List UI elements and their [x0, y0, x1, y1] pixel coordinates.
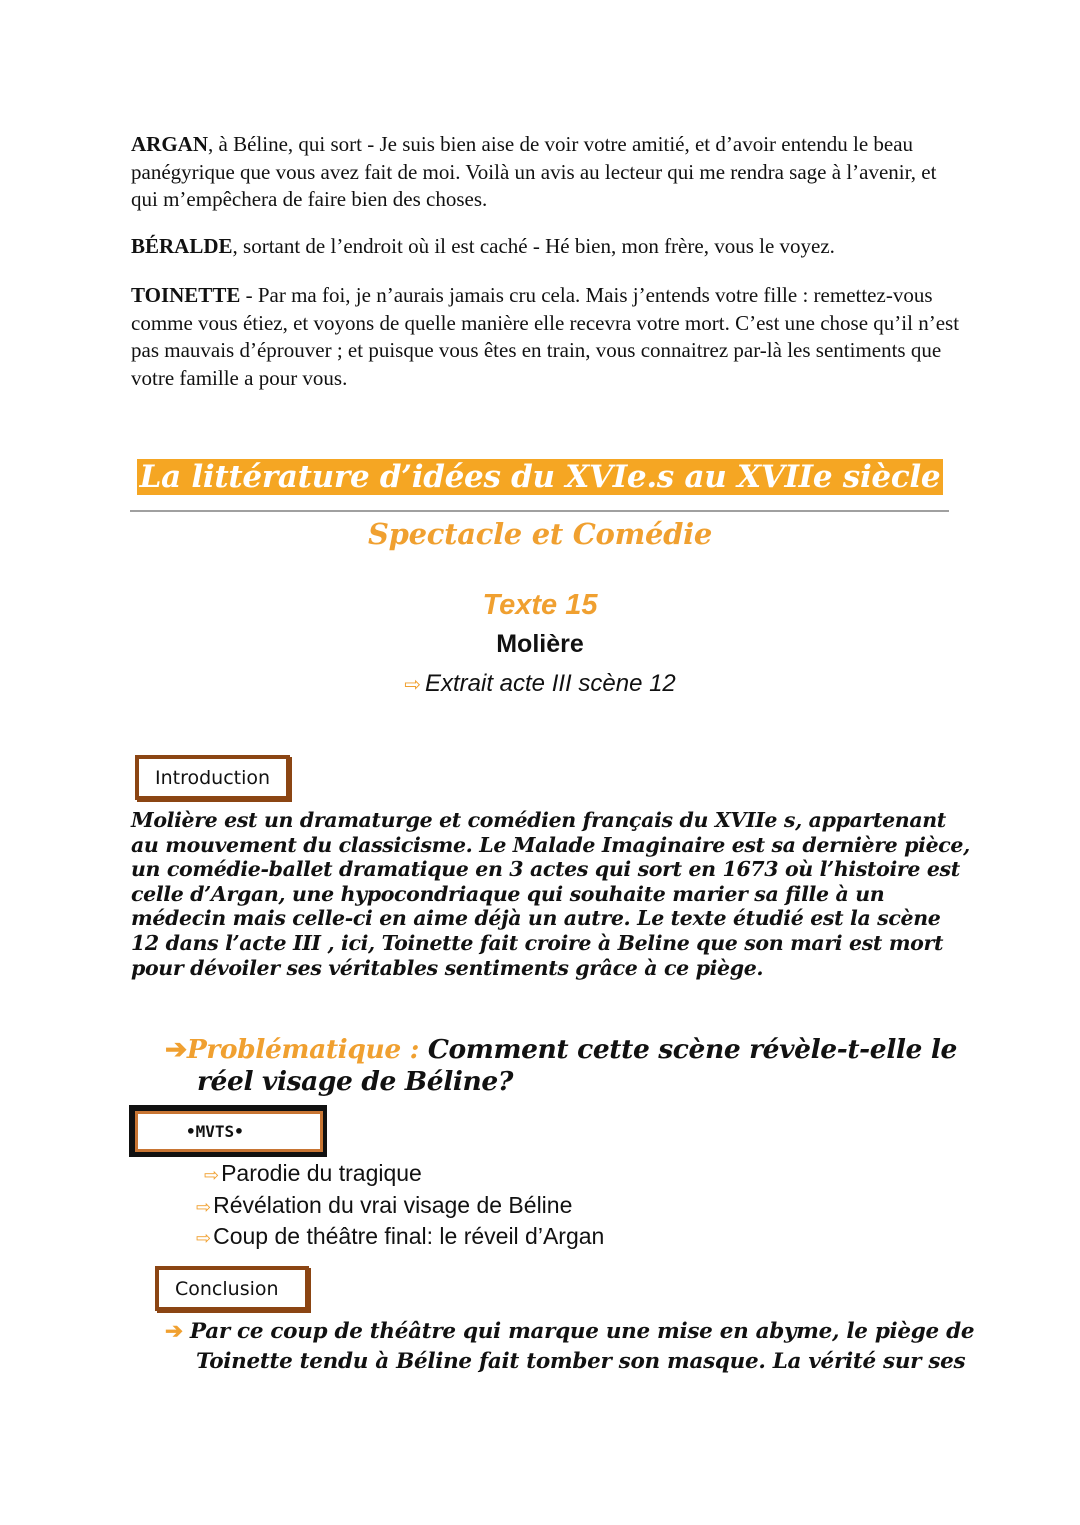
arrow-right-icon: ⇨: [404, 674, 421, 696]
movements-list: [196, 1158, 604, 1253]
arrow-right-icon: ➔: [165, 1034, 187, 1065]
list-item-text: Parodie du tragique: [221, 1160, 422, 1186]
speaker-name: ARGAN: [131, 132, 208, 156]
introduction-label-box: Introduction: [135, 755, 290, 800]
text-number: Texte 15: [482, 589, 598, 621]
list-item: [196, 1158, 604, 1190]
dialogue-toinette: [131, 282, 961, 392]
extract-line: [0, 670, 1080, 698]
section-subtitle: Spectacle et Comédie: [368, 517, 712, 551]
horizontal-rule: [130, 510, 949, 512]
list-item-text: Révélation du vrai visage de Béline: [213, 1191, 573, 1218]
dialogue-beralde: [131, 233, 961, 261]
arrow-right-icon: ⇨: [204, 1165, 220, 1185]
problematique-label: Problématique :: [186, 1034, 420, 1065]
dialogue-text: - Par ma foi, je n’aurais jamais cru cela. Mais j’entends votre fille : remettez-vous comme vous étiez, et voyons de quelle manière elle recevra votre mort. C’est une chose qu’il n’est pas mauvais d’éprouver ; et puisque vous êtes en train, vous connaitrez par-là les sentiments que votre famille a pour vous.: [131, 283, 960, 390]
author-name: Molière: [496, 630, 584, 658]
problematique-question: Comment cette scène révèle-t-elle le réel visage de Béline?: [197, 1034, 957, 1097]
banner-wrapper: [0, 459, 1080, 495]
list-item-text: Coup de théâtre final: le réveil d’Argan: [213, 1223, 605, 1249]
dialogue-text: , à Béline, qui sort - Je suis bien aise de voir votre amitié, et d’avoir entendu le beau panégyrique que vous avez fait de moi. Voilà un avis au lecteur qui me rendra sage à l’avenir, et qui m’empêchera de faire bien des choses.: [131, 132, 937, 211]
introduction-text: Molière est un dramaturge et comédien français du XVIIe s, appartenant au mouvement du classicisme. Le Malade Imaginaire est sa dernière pièce, un comédie-ballet dramatique en 3 actes qui sort en 1673 où l’histoire est celle d’Argan, une hypocondriaque qui souhaite marier sa fille à un médecin mais celle-ci en aime déjà un autre. Le texte étudié est la scène 12 dans l’acte III , ici, Toinette fait croire à Beline que son mari est mort pour dévoiler ses véritables sentiments grâce à ce piège.: [131, 808, 970, 980]
extract-text: Extrait acte III scène 12: [424, 670, 676, 697]
conclusion-text: [165, 1317, 996, 1377]
arrow-right-icon: ⇨: [196, 1196, 212, 1217]
conclusion-body: Par ce coup de théâtre qui marque une mise en abyme, le piège de Toinette tendu à Béline fait tomber son masque. La vérité sur ses: [189, 1319, 975, 1374]
speaker-name: BÉRALDE: [131, 234, 233, 258]
mvts-label: •MVTS•: [135, 1111, 323, 1152]
problematique: [165, 1034, 997, 1098]
list-item: [196, 1221, 604, 1253]
list-item: [196, 1190, 604, 1222]
mvts-label-box: [129, 1105, 327, 1157]
dialogue-argan: [131, 131, 961, 214]
dialogue-text: , sortant de l’endroit où il est caché - Hé bien, mon frère, vous le voyez.: [232, 234, 835, 258]
arrow-right-icon: ➔: [165, 1319, 190, 1344]
section-banner: La littérature d’idées du XVIe.s au XVIIe siècle: [137, 459, 944, 495]
conclusion-label-box: Conclusion: [155, 1266, 309, 1311]
speaker-name: TOINETTE: [131, 283, 241, 307]
arrow-right-icon: ⇨: [196, 1228, 212, 1248]
